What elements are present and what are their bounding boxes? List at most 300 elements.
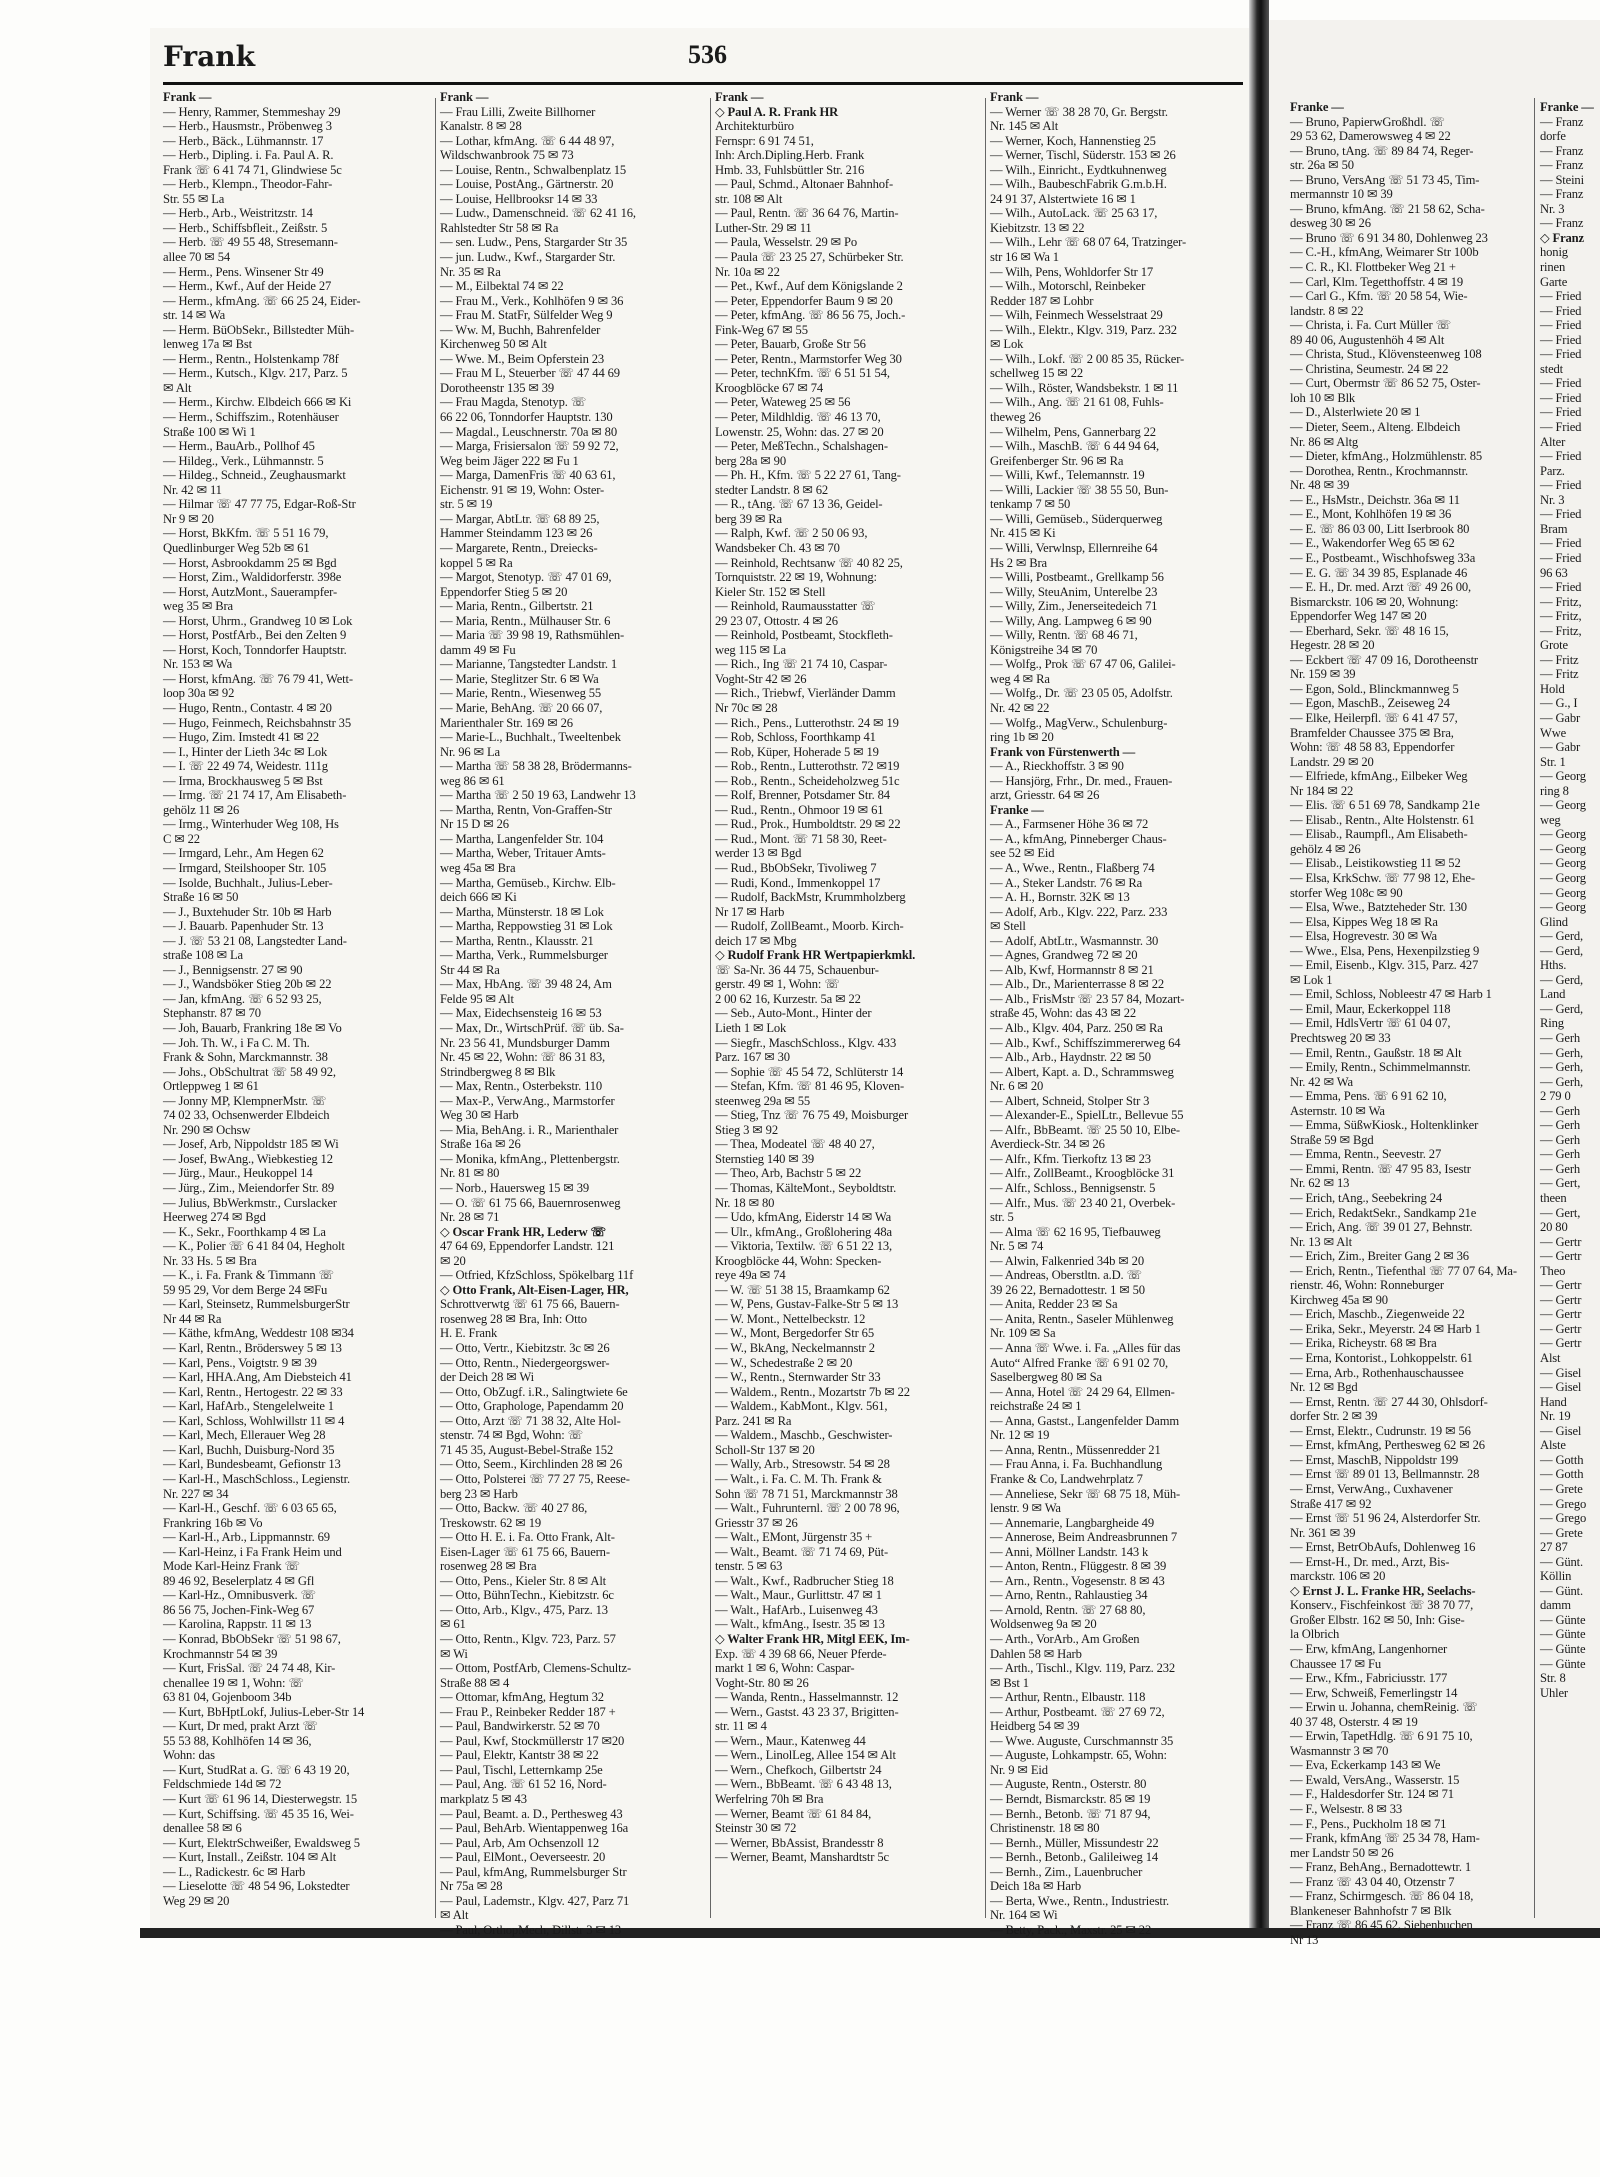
directory-entry: Nr. 18 ✉ 80: [715, 1195, 775, 1210]
directory-entry: — Wilh., MaschB. ☏ 6 44 94 64,: [990, 439, 1159, 454]
directory-entry: — Erwin, TapetHdlg. ☏ 6 91 75 10,: [1290, 1729, 1473, 1744]
directory-entry: — Elsa, Wwe., Batzteheder Str. 130: [1290, 900, 1467, 915]
directory-entry: — Wolfg., MagVerw., Schulenburg-: [990, 715, 1168, 730]
directory-entry: — Gert,: [1540, 1205, 1581, 1220]
directory-entry: Christinenstr. 18 ✉ 80: [990, 1821, 1100, 1836]
directory-entry: — Louise, Rentn., Schwalbenplatz 15: [440, 162, 627, 177]
directory-entry: Straße 59 ✉ Bgd: [1290, 1132, 1374, 1147]
directory-entry: — Kurt, Dr med, prakt Arzt ☏: [163, 1719, 318, 1734]
directory-entry: — Erika, Richeystr. 68 ✉ Bra: [1290, 1336, 1437, 1351]
directory-entry: Ortleppweg 1 ✉ 61: [163, 1079, 259, 1094]
directory-entry: rinen: [1540, 260, 1566, 275]
directory-entry: steenweg 29a ✉ 55: [715, 1093, 811, 1108]
directory-entry: Nr. 3: [1540, 492, 1565, 507]
directory-entry: — Wilh., Lehr ☏ 68 07 64, Tratzinger-: [990, 235, 1186, 250]
directory-entry: — Walt., HafArb., Luisenweg 43: [715, 1602, 878, 1617]
directory-entry: 27 87: [1540, 1540, 1568, 1555]
directory-entry: — Gerh,: [1540, 1045, 1584, 1060]
directory-entry: storfer Weg 108c ✉ 90: [1290, 885, 1403, 900]
directory-entry: — Frau P., Reinbeker Redder 187 +: [440, 1704, 616, 1719]
directory-entry: — Horst, PostfArb., Bei den Zelten 9: [163, 628, 347, 643]
directory-entry: — Jürg., Maur., Heukoppel 14: [163, 1166, 313, 1181]
directory-entry: — Rudolf, BackMstr, Krummholzberg: [715, 890, 906, 905]
directory-entry: — Eckbert ☏ 47 09 16, Dorotheenstr: [1290, 652, 1478, 667]
directory-entry: — Fritz,: [1540, 609, 1582, 624]
directory-entry: Frank —: [715, 90, 764, 104]
directory-entry: — Erw., Kfm., Fabriciusstr. 177: [1290, 1671, 1448, 1686]
directory-entry: Frank —: [163, 90, 212, 104]
directory-entry: — Emil, Rentn., Gaußstr. 18 ✉ Alt: [1290, 1045, 1462, 1060]
directory-entry: — Herm., Kirchw. Elbdeich 666 ✉ Ki: [163, 395, 352, 410]
directory-entry: Frank ☏ 6 41 74 71, Glindwiese 5c: [163, 162, 342, 177]
running-head-name: Frank: [163, 40, 256, 73]
directory-entry: la Olbrich: [1290, 1627, 1340, 1642]
directory-entry: — Margarete, Rentn., Dreiecks-: [440, 540, 598, 555]
directory-entry: 29 23 07, Ottostr. 4 ✉ 26: [715, 613, 838, 628]
directory-entry: mermannstr 10 ✉ 39: [1290, 187, 1393, 202]
directory-entry: — Otto, Rentn., Niedergeorgswer-: [440, 1355, 610, 1370]
directory-entry: Nr. 45 ✉ 22, Wohn: ☏ 86 31 83,: [440, 1050, 606, 1065]
directory-entry: Saselbergweg 80 ✉ Sa: [990, 1370, 1102, 1385]
directory-entry: — Otto, Pens., Kieler Str. 8 ✉ Alt: [440, 1573, 607, 1588]
directory-entry: Auto“ Alfred Franke ☏ 6 91 02 70,: [990, 1355, 1168, 1370]
directory-entry: 40 37 48, Osterstr. 4 ✉ 19: [1290, 1714, 1418, 1729]
directory-entry: — Herb., Schiffsbfleit., Zeißstr. 5: [163, 220, 328, 235]
directory-entry: Nr 15 D ✉ 26: [440, 817, 509, 832]
directory-entry: Kroogblöcke 67 ✉ 74: [715, 380, 824, 395]
directory-entry: — Ph. H., Kfm. ☏ 5 22 27 61, Tang-: [715, 468, 901, 483]
directory-entry: Nr. 109 ✉ Sa: [990, 1326, 1056, 1341]
directory-entry: Franke —: [1290, 100, 1344, 114]
directory-entry: Kroogblöcke 44, Wohn: Specken-: [715, 1253, 882, 1268]
directory-entry: — Alb., FrisMstr ☏ 23 57 84, Mozart-: [990, 991, 1185, 1006]
directory-entry: — jun. Ludw., Kwf., Stargarder Str.: [440, 250, 616, 265]
directory-entry: mer Landstr 50 ✉ 26: [1290, 1845, 1394, 1860]
directory-entry: — Marianne, Tangstedter Landstr. 1: [440, 657, 618, 672]
directory-entry: Treskowstr. 62 ✉ 19: [440, 1515, 542, 1530]
directory-entry: — Horst, kfmAng. ☏ 76 79 41, Wett-: [163, 671, 353, 686]
page-number: 536: [688, 40, 727, 69]
directory-entry: — Otto, Vertr., Kiebitzstr. 3c ✉ 26: [440, 1341, 610, 1356]
directory-entry: — A., Wwe., Rentn., Flaßberg 74: [990, 860, 1155, 875]
directory-entry: Theo: [1540, 1263, 1566, 1278]
directory-entry: Luther-Str. 29 ✉ 11: [715, 220, 812, 235]
directory-entry: — Pet., Kwf., Auf dem Königslande 2: [715, 279, 903, 294]
directory-entry: Nr. 35 ✉ Ra: [440, 264, 501, 279]
directory-entry: Alter: [1540, 434, 1566, 449]
directory-entry: — Willi, Lackier ☏ 38 55 50, Bun-: [990, 482, 1169, 497]
directory-entry: — Grego: [1540, 1496, 1587, 1511]
directory-entry: Averdieck-Str. 34 ✉ 26: [990, 1137, 1105, 1152]
directory-entry: — Horst, Uhrm., Grandweg 10 ✉ Lok: [163, 613, 353, 628]
directory-entry: — Egon, Sold., Blinckmannweg 5: [1290, 681, 1459, 696]
directory-entry: Nr 184 ✉ 22: [1290, 783, 1354, 798]
directory-entry: Blankeneser Bahnhofstr 7 ✉ Blk: [1290, 1903, 1452, 1918]
directory-entry: — W., Schedestraße 2 ✉ 20: [715, 1355, 853, 1370]
directory-entry: — Thomas, KälteMont., Seyboldtstr.: [715, 1181, 897, 1196]
directory-entry: Steinstr 30 ✉ 72: [715, 1821, 797, 1836]
directory-entry: gerstr. 49 ✉ 1, Wohn: ☏: [715, 977, 840, 992]
directory-entry: — Waldem., Maschb., Geschwister-: [715, 1428, 893, 1443]
directory-entry: Architekturbüro: [715, 119, 794, 134]
directory-entry: — Alb, Kwf, Hormannstr 8 ✉ 21: [990, 962, 1154, 977]
directory-entry: Nr. 153 ✉ Wa: [163, 657, 233, 672]
directory-entry: Rahlstedter Str 58 ✉ Ra: [440, 220, 559, 235]
directory-entry: — Christa, Stud., Klövensteenweg 108: [1290, 347, 1482, 362]
directory-entry: — Willi, Verwlnsp, Ellernreihe 64: [990, 540, 1158, 555]
directory-entry: — Peter, kfmAng. ☏ 86 56 75, Joch.-: [715, 308, 906, 323]
directory-entry: — Willy, Zim., Jenerseitedeich 71: [990, 599, 1158, 614]
directory-entry: — Karl, Steinsetz, RummelsburgerStr: [163, 1297, 350, 1312]
directory-entry: honig: [1540, 245, 1568, 260]
directory-entry: — Ernst ☏ 89 01 13, Bellmannstr. 28: [1290, 1467, 1480, 1482]
directory-entry: — Alfr., BbBeamt. ☏ 25 50 10, Elbe-: [990, 1122, 1180, 1137]
directory-entry: — Theo, Arb, Bachstr 5 ✉ 22: [715, 1166, 862, 1181]
directory-entry: — Walt., EMont, Jürgenstr 35 +: [715, 1530, 873, 1545]
directory-entry: — Frank, kfmAng ☏ 25 34 78, Ham-: [1290, 1831, 1480, 1846]
directory-entry: Nr. 12 ✉ 19: [990, 1428, 1050, 1443]
directory-entry: — Erich, RedaktSekr., Sandkamp 21e: [1290, 1205, 1477, 1220]
directory-entry: ☏ Sa-Nr. 36 44 75, Schauenbur-: [715, 962, 879, 977]
directory-entry: — W. ☏ 51 38 15, Braamkamp 62: [715, 1282, 890, 1297]
directory-entry: 47 64 69, Eppendorfer Landstr. 121: [440, 1239, 615, 1254]
directory-entry: 59 95 29, Vor dem Berge 24 ✉Fu: [163, 1282, 328, 1297]
directory-entry: — D., Alsterlwiete 20 ✉ 1: [1290, 405, 1421, 420]
directory-entry: Eisen-Lager ☏ 61 75 66, Bauern-: [440, 1544, 610, 1559]
directory-entry: Nr. 42 ✉ 22: [990, 700, 1050, 715]
directory-entry: — Eberhard, Sekr. ☏ 48 16 15,: [1290, 623, 1449, 638]
directory-entry: — Ernst, MaschB, Nippoldstr 199: [1290, 1452, 1459, 1467]
directory-entry: — Ralph, Kwf. ☏ 2 50 06 93,: [715, 526, 868, 541]
directory-entry: Scholl-Str 137 ✉ 20: [715, 1442, 815, 1457]
directory-entry: — Peter, MeßTechn., Schalshagen-: [715, 439, 888, 454]
directory-entry: — Horst, BkKfm. ☏ 5 51 16 79,: [163, 526, 329, 541]
directory-entry: — Bernh., Zim., Lauenbrucher: [990, 1864, 1143, 1879]
column-rule: [710, 98, 711, 1918]
directory-entry: — Emil, Eisenb., Klgv. 315, Parz. 427: [1290, 958, 1479, 973]
directory-entry: — Wwe. M., Beim Opferstein 23: [440, 351, 605, 366]
directory-entry: — Peter, technKfm. ☏ 6 51 51 54,: [715, 366, 890, 381]
directory-entry: — W., Rentn., Sternwarder Str 33: [715, 1370, 881, 1385]
directory-entry: — Otfried, KfzSchloss, Spökelbarg 11f: [440, 1268, 634, 1283]
directory-entry: — Henry, Rammer, Stemmeshay 29: [163, 104, 341, 119]
directory-entry: Hegestr. 28 ✉ 20: [1290, 638, 1375, 653]
directory-entry: — Gertr: [1540, 1307, 1582, 1322]
directory-entry: — Max-P., VerwAng., Marmstorfer: [440, 1093, 615, 1108]
directory-entry: — A., Steker Landstr. 76 ✉ Ra: [990, 875, 1143, 890]
directory-entry: — Karl, HHA.Ang, Am Diebsteich 41: [163, 1370, 352, 1385]
directory-entry: Greifenberger Str. 96 ✉ Ra: [990, 453, 1124, 468]
directory-entry: — Karl, Mech, Ellerauer Weg 28: [163, 1428, 326, 1443]
directory-entry: — Herm. BüObSekr., Billstedter Müh-: [163, 322, 354, 337]
directory-entry: ◇ Walter Frank HR, Mitgl EEK, Im-: [715, 1631, 910, 1646]
directory-entry: — Karl-H., Geschf. ☏ 6 03 65 65,: [163, 1501, 337, 1516]
directory-entry: ✉ Alt: [163, 380, 192, 395]
directory-entry: ring 8: [1540, 783, 1569, 798]
directory-entry: Exp. ☏ 4 39 68 66, Neuer Pferde-: [715, 1646, 887, 1661]
directory-entry: — Erna, Kontorist., Lohkoppelstr. 61: [1290, 1351, 1473, 1366]
directory-entry: — Werner, Tischl, Süderstr. 153 ✉ 26: [990, 148, 1176, 163]
directory-entry: — Irmgard, Steilshooper Str. 105: [163, 860, 327, 875]
directory-entry: — Jonny MP, KlempnerMstr. ☏: [163, 1093, 327, 1108]
directory-entry: — Irma, Brockhausweg 5 ✉ Bst: [163, 773, 323, 788]
directory-entry: Nr. 145 ✉ Alt: [990, 119, 1059, 134]
directory-entry: — Karl, Rentn., Bröderswey 5 ✉ 13: [163, 1341, 342, 1356]
directory-entry: — Rob., Rentn., Lutterothstr. 72 ✉19: [715, 759, 900, 774]
directory-entry: — F., Welsestr. 8 ✉ 33: [1290, 1801, 1403, 1816]
directory-entry: Kiebitzstr. 13 ✉ 22: [990, 220, 1085, 235]
directory-entry: — Martha, Langenfelder Str. 104: [440, 831, 604, 846]
directory-entry: — Franz, BehAng., Bernadottewtr. 1: [1290, 1860, 1471, 1875]
directory-entry: Franke —: [1540, 100, 1594, 114]
directory-entry: Inh: Arch.Dipling.Herb. Frank: [715, 148, 865, 163]
directory-entry: — Paul, Elektr, Kantstr 38 ✉ 22: [440, 1748, 599, 1763]
directory-entry: — Gert,: [1540, 1176, 1581, 1191]
directory-entry: Wasmannstr 3 ✉ 70: [1290, 1743, 1389, 1758]
directory-entry: — Gisel: [1540, 1365, 1582, 1380]
directory-entry: — Julius, BbWerkmstr., Curslacker: [163, 1195, 337, 1210]
directory-entry: — Herb., Hausmstr., Pröbenweg 3: [163, 119, 332, 134]
directory-entry: — Otto, Graphologe, Papendamm 20: [440, 1399, 624, 1414]
directory-entry: 74 02 33, Ochsenwerder Elbdeich: [163, 1108, 330, 1123]
directory-entry: — Paula, Wesselstr. 29 ✉ Po: [715, 235, 858, 250]
directory-entry: — Frau Lilli, Zweite Billhorner: [440, 104, 596, 119]
directory-entry: rienstr. 46, Wohn: Ronneburger: [1290, 1278, 1444, 1293]
directory-entry: — Karl-H., Arb., Lippmannstr. 69: [163, 1530, 330, 1545]
directory-column-6: [1540, 100, 1600, 1930]
directory-entry: ◇ Otto Frank, Alt-Eisen-Lager, HR,: [440, 1282, 629, 1297]
directory-entry: — Wwe. Auguste, Curschmannstr 35: [990, 1733, 1174, 1748]
directory-entry: — Otto, BühnTechn., Kiebitzstr. 6c: [440, 1588, 614, 1603]
directory-entry: Voght-Str 42 ✉ 26: [715, 671, 807, 686]
directory-entry: — Karl, Pens., Voigtstr. 9 ✉ 39: [163, 1355, 317, 1370]
directory-entry: — Ernst-H., Dr. med., Arzt, Bis-: [1290, 1554, 1450, 1569]
directory-entry: — Fritz,: [1540, 623, 1582, 638]
directory-entry: — Bernh., Müller, Missundestr 22: [990, 1835, 1159, 1850]
directory-entry: — Reinhold, Postbeamt, Stockfleth-: [715, 628, 893, 643]
directory-entry: — Werner, Beamt, Manshardtstr 5c: [715, 1850, 889, 1865]
directory-entry: weg 115 ✉ La: [715, 642, 786, 657]
directory-entry: — Elke, Heilerpfl. ☏ 6 41 47 57,: [1290, 710, 1458, 725]
directory-entry: — I. ☏ 22 49 74, Weidestr. 111g: [163, 759, 328, 774]
directory-entry: — Paul, Schmd., Altonaer Bahnhof-: [715, 177, 893, 192]
directory-entry: — Anna, Hotel ☏ 24 29 64, Ellmen-: [990, 1384, 1175, 1399]
directory-entry: — Gertr: [1540, 1321, 1582, 1336]
directory-entry: — Günte: [1540, 1627, 1586, 1642]
directory-entry: — Alb., Klgv. 404, Parz. 250 ✉ Ra: [990, 1021, 1163, 1035]
directory-entry: — Herb., Bäck., Lühmannstr. 17: [163, 133, 324, 148]
directory-entry: — Marie, Steglitzer Str. 6 ✉ Wa: [440, 671, 599, 686]
directory-entry: — Gisel: [1540, 1380, 1582, 1395]
directory-entry: — Louise, Hellbrooksr 14 ✉ 33: [440, 191, 598, 206]
directory-entry: Fink-Weg 67 ✉ 55: [715, 322, 808, 337]
directory-entry: — Herm., Kutsch., Klgv. 217, Parz. 5: [163, 366, 348, 381]
directory-entry: — Erika, Sekr., Meyerstr. 24 ✉ Harb 1: [1290, 1321, 1481, 1336]
directory-entry: — Konrad, BbObSekr ☏ 51 98 67,: [163, 1631, 341, 1646]
directory-entry: — Martha ☏ 58 38 28, Brödermanns-: [440, 759, 632, 774]
directory-entry: — Anni, Möllner Landstr. 143 k: [990, 1544, 1149, 1559]
directory-entry: Sohn ☏ 78 71 51, Marckmannstr 38: [715, 1486, 898, 1501]
directory-entry: — E., Mont, Kohlhöfen 19 ✉ 36: [1290, 507, 1452, 522]
directory-entry: — Otto, ObZugf. i.R., Salingtwiete 6e: [440, 1384, 628, 1399]
directory-entry: gehölz 11 ✉ 26: [163, 802, 240, 817]
directory-entry: — Herm., Schiffszim., Rotenhäuser: [163, 410, 339, 425]
directory-entry: — Otto, Seem., Kirchlinden 28 ✉ 26: [440, 1457, 623, 1472]
directory-entry: — E., Wakendorfer Weg 65 ✉ 62: [1290, 536, 1455, 551]
directory-entry: Schrottverwtg ☏ 61 75 66, Bauern-: [440, 1297, 620, 1312]
directory-entry: ✉ Wi: [440, 1646, 468, 1661]
directory-entry: — Max, HbAng. ☏ 39 48 24, Am: [440, 977, 612, 992]
directory-entry: — Herm., Rentn., Holstenkamp 78f: [163, 351, 339, 366]
directory-entry: Parz.: [1540, 463, 1565, 478]
directory-entry: — Thea, Modeatel ☏ 48 40 27,: [715, 1137, 875, 1152]
directory-entry: — Josef, Arb, Nippoldstr 185 ✉ Wi: [163, 1137, 339, 1152]
directory-entry: weg 86 ✉ 61: [440, 773, 505, 788]
directory-entry: Straße 100 ✉ Wi 1: [163, 424, 256, 439]
directory-entry: — Herb., Klempn., Theodor-Fahr-: [163, 177, 333, 192]
directory-entry: Frank —: [990, 90, 1039, 104]
directory-entry: — Karl-Hz., Omnibusverk. ☏: [163, 1588, 317, 1603]
directory-entry: — Elisab., Raumpfl., Am Elisabeth-: [1290, 827, 1468, 842]
directory-entry: — Erich, tAng., Seebekring 24: [1290, 1191, 1442, 1206]
directory-entry: — Willy, SteuAnim, Unterelbe 23: [990, 584, 1158, 599]
directory-entry: — Erna, Arb., Rothenhauschaussee: [1290, 1365, 1464, 1380]
directory-entry: Deich 18a ✉ Harb: [990, 1879, 1082, 1894]
directory-entry: — Werner, Beamt ☏ 61 84 84,: [715, 1806, 872, 1821]
directory-entry: Straße 16a ✉ 26: [440, 1137, 521, 1152]
directory-entry: — Kurt, Install., Zeißstr. 104 ✉ Alt: [163, 1850, 337, 1865]
directory-entry: — Fried: [1540, 376, 1582, 391]
directory-entry: — Waldem., Rentn., Mozartstr 7b ✉ 22: [715, 1384, 910, 1399]
directory-entry: Nr. 86 ✉ Altg: [1290, 434, 1359, 449]
directory-entry: — Emmi, Rentn. ☏ 47 95 83, Isestr: [1290, 1161, 1471, 1176]
directory-entry: — Emma, SüßwKiosk., Holtenklinker: [1290, 1118, 1479, 1133]
directory-entry: — Arthur, Postbeamt. ☏ 27 69 72,: [990, 1704, 1165, 1719]
directory-entry: — Fried: [1540, 318, 1582, 333]
directory-entry: — E. H., Dr. med. Arzt ☏ 49 26 00,: [1290, 580, 1471, 595]
directory-entry: — Albert, Kapt. a. D., Schrammsweg: [990, 1064, 1174, 1079]
directory-entry: Hths.: [1540, 958, 1567, 973]
directory-entry: — Martha, Gemüseb., Kirchw. Elb-: [440, 875, 616, 890]
directory-entry: — Alfr., Kfm. Tierkoftz 13 ✉ 23: [990, 1151, 1151, 1166]
directory-entry: — Karl, Bundesbeamt, Gefionstr 13: [163, 1457, 341, 1472]
directory-entry: — Martha, Weber, Tritauer Amts-: [440, 846, 606, 861]
directory-entry: — Fried: [1540, 420, 1582, 435]
directory-entry: — Karl, Schloss, Wohlwillstr 11 ✉ 4: [163, 1413, 345, 1428]
directory-entry: — Karolina, Rappstr. 11 ✉ 13: [163, 1617, 312, 1632]
directory-entry: — Max, Eidechsensteig 16 ✉ 53: [440, 1006, 602, 1021]
directory-entry: — Gerh: [1540, 1147, 1581, 1162]
directory-entry: tenstr. 5 ✉ 63: [715, 1559, 783, 1574]
directory-entry: — Rob, Schloss, Foorthkamp 41: [715, 730, 876, 745]
directory-entry: — R., tAng. ☏ 67 13 36, Geidel-: [715, 497, 883, 512]
directory-entry: gehölz 4 ✉ 26: [1290, 841, 1361, 856]
directory-entry: — Egon, MaschB., Zeiseweg 24: [1290, 696, 1450, 711]
directory-entry: — Franz: [1540, 187, 1584, 202]
directory-entry: damm: [1540, 1598, 1571, 1613]
directory-entry: — Jürg., Zim., Meiendorfer Str. 89: [163, 1181, 334, 1196]
directory-entry: — Fried: [1540, 580, 1582, 595]
directory-entry: — Franz: [1540, 216, 1584, 231]
directory-entry: Alst: [1540, 1351, 1561, 1366]
directory-entry: — Fried: [1540, 303, 1582, 318]
directory-entry: — Arth., Tischl., Klgv. 119, Parz. 232: [990, 1661, 1176, 1676]
running-head: [163, 40, 1243, 80]
directory-entry: — Paul, BehArb. Wientappenweg 16a: [440, 1821, 629, 1836]
directory-entry: reye 49a ✉ 74: [715, 1268, 786, 1283]
directory-entry: — F., Haldesdorfer Str. 124 ✉ 71: [1290, 1787, 1454, 1802]
directory-entry: — Elsa, Kippes Weg 18 ✉ Ra: [1290, 914, 1438, 929]
directory-entry: Nr. 9 ✉ Eid: [990, 1762, 1048, 1777]
directory-entry: — Erw, kfmAng, Langenhorner: [1290, 1641, 1448, 1656]
directory-entry: — Herm., Kwf., Auf der Heide 27: [163, 279, 332, 294]
directory-entry: — Peter, Rentn., Marmstorfer Weg 30: [715, 351, 902, 366]
directory-entry: Franke —: [990, 802, 1044, 817]
directory-entry: — Elsa, Hogrevestr. 30 ✉ Wa: [1290, 929, 1437, 944]
directory-column-2: [440, 90, 715, 1937]
directory-column-5: [1290, 100, 1530, 1947]
directory-entry: rosenweg 28 ✉ Bra: [440, 1559, 537, 1574]
directory-entry: — Gotth: [1540, 1467, 1584, 1482]
directory-entry: ✉ Lok 1: [1290, 972, 1333, 987]
directory-entry: — Gerh: [1540, 1161, 1581, 1176]
directory-entry: — Otto, Rentn., Klgv. 723, Parz. 57: [440, 1631, 616, 1646]
directory-entry: markplatz 5 ✉ 43: [440, 1791, 527, 1806]
directory-entry: — Peter, Mildhldig. ☏ 46 13 70,: [715, 410, 881, 425]
directory-entry: — Rich., Triebwf, Vierländer Damm: [715, 686, 896, 701]
directory-entry: — Lieselotte ☏ 48 54 96, Lokstedter: [163, 1879, 350, 1894]
directory-entry: Bismarckstr. 106 ✉ 20, Wohnung:: [1290, 594, 1459, 609]
directory-entry: Land: [1540, 987, 1566, 1002]
directory-entry: Redder 187 ✉ Lohbr: [990, 293, 1094, 308]
directory-entry: Bram: [1540, 521, 1568, 536]
directory-entry: — J. Bauarb. Papenhuder Str. 13: [163, 919, 324, 934]
directory-entry: — K., i. Fa. Frank & Timmann ☏: [163, 1268, 335, 1283]
directory-entry: — Fritz: [1540, 652, 1579, 667]
directory-entry: — Werner ☏ 38 28 70, Gr. Bergstr.: [990, 104, 1168, 119]
directory-entry: — A., kfmAng, Pinneberger Chaus-: [990, 831, 1167, 846]
directory-entry: — Walt., Fuhrunternl. ☏ 2 00 78 96,: [715, 1501, 900, 1516]
directory-entry: — Peter, Eppendorfer Baum 9 ✉ 20: [715, 293, 893, 308]
directory-entry: 89 46 92, Beselerplatz 4 ✉ Gfl: [163, 1573, 315, 1588]
directory-entry: — Reinhold, Rechtsanw ☏ 40 82 25,: [715, 555, 903, 570]
directory-entry: Nr 44 ✉ Ra: [163, 1311, 222, 1326]
directory-entry: Stieg 3 ✉ 92: [715, 1122, 778, 1137]
directory-entry: — Auguste, Rentn., Osterstr. 80: [990, 1777, 1147, 1792]
directory-entry: — Rud., Rentn., Ohmoor 19 ✉ 61: [715, 802, 884, 817]
directory-entry: werder 13 ✉ Bgd: [715, 846, 802, 861]
directory-entry: — Rob, Küper, Hoherade 5 ✉ 19: [715, 744, 879, 759]
directory-entry: 96 63: [1540, 565, 1568, 580]
directory-entry: Nr. 19: [1540, 1409, 1571, 1424]
directory-entry: Quedlinburger Weg 52b ✉ 61: [163, 540, 310, 555]
directory-entry: — Maria, Rentn., Mülhauser Str. 6: [440, 613, 611, 628]
directory-entry: Garte: [1540, 274, 1568, 289]
directory-entry: str. 5: [990, 1210, 1014, 1225]
directory-entry: — Josef, BwAng., Wiebkestieg 12: [163, 1151, 333, 1166]
directory-entry: — Ernst, Rentn. ☏ 27 44 30, Ohlsdorf-: [1290, 1394, 1488, 1409]
directory-entry: — Fried: [1540, 405, 1582, 420]
directory-entry: — Stieg, Tnz ☏ 76 75 49, Moisburger: [715, 1108, 908, 1123]
directory-entry: — Emma, Rentn., Seevestr. 27: [1290, 1147, 1442, 1162]
directory-entry: — Willi, Gemüseb., Süderquerweg: [990, 511, 1163, 526]
directory-entry: — Paul, Lademstr., Klgv. 427, Parz 71: [440, 1893, 630, 1908]
directory-entry: der Deich 28 ✉ Wi: [440, 1370, 534, 1385]
directory-entry: — Siegfr., MaschSchloss., Klgv. 433: [715, 1035, 897, 1050]
directory-entry: tenkamp 7 ✉ 50: [990, 497, 1071, 512]
directory-entry: — Anita, Rentn., Saseler Mühlenweg: [990, 1311, 1174, 1326]
directory-entry: — Rud., BbObSekr, Tivoliweg 7: [715, 860, 877, 875]
